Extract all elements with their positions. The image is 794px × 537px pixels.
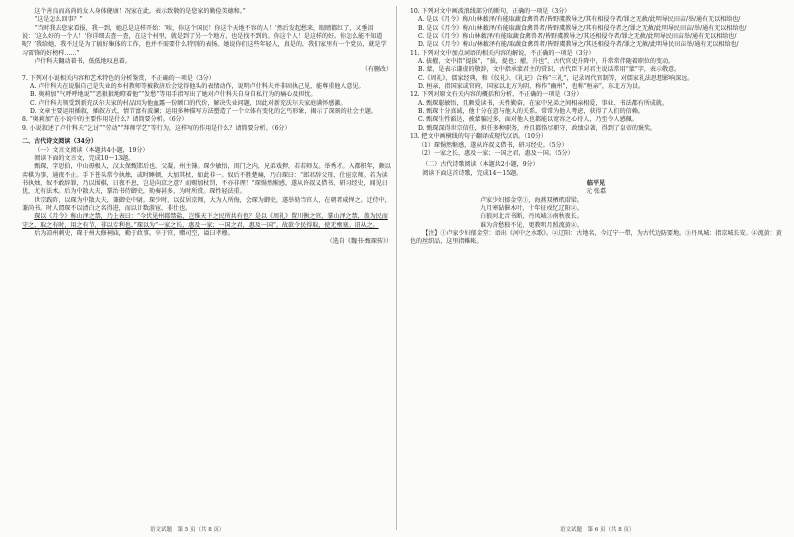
- poem-line: 谁为含愁独不见，更教明月照流黄④。: [480, 221, 583, 229]
- source-note: （有删改）: [361, 66, 392, 74]
- q13-item: （2）一家之长，惠及一家；一国之君，惠及一国。（5分）: [418, 149, 574, 157]
- q10-option-c: C. 是以《月令》称山林薮泽/有能取蔬食禽兽者/皆野虞教导之/其还相侵夺者/罪之无赦/此明导民田亩举/通有无以相给也/: [418, 33, 737, 41]
- q11-option-b: B. 蒙，是表示谦虚的敬辞，文中指承蒙君主的赏识，古代臣下对君主说话常用“蒙”字，表示敬意。: [418, 66, 681, 74]
- q10-option-d: D. 是以《月令》称山/林薮泽有能/取蔬食禽兽者/皆野虞教导之/其还相侵夺者/罪之无赦/此明导民田亩举/通有无以相给也/: [418, 41, 739, 49]
- question-10: 10. 下列对文中画波浪线部分的断句，正确的一项是（3分）: [410, 8, 571, 15]
- q12-option-b: B. 甄琛十分真诚，他十分在意与他人的关系，常常为他人考虑，获得了人们的信赖。: [418, 108, 644, 116]
- poem-notes: 【注】①卢家少妇郁金堂：语出《河中之水歌》。②辽阳：古地名，今辽宁一带，为古代边防要地。③丹凤城：指京城长安。④流黄：黄色的丝织品，这里指帷帐。: [410, 229, 782, 246]
- section-heading: 二、古代诗文阅读（34分）: [22, 138, 97, 146]
- page-footer: 语文试题 第 6 页（共 8 页）: [560, 527, 635, 533]
- poem-line: 白狼河北音书断，丹凤城③南秋夜长。: [480, 213, 583, 221]
- question-8: 8. “奥莉加”在小说中的主要作用是什么？请简要分析。（6分）: [22, 116, 188, 124]
- q13-item: （1）琛惕然惭感，遂从许叔义借书，研习经史。（5分）: [418, 141, 568, 149]
- reading-instruction: 阅读下面的文言文，完成10～13题。: [34, 154, 135, 162]
- q7-option-d: D. 文章主要运用插叙，插叙方式，情节富有波澜；运用多种描写方法塑造了一个立体有变化的乞丐形象，揭示了深刻的社会主题。: [30, 108, 377, 116]
- story-line: 这个善良而高尚的女人身体健康！况家在此，表示致敬的是您家的勤俭美德和。”: [34, 8, 246, 15]
- question-12: 12. 下列对原文有关内容的概括和分析，不正确的一项是（3分）: [410, 91, 583, 99]
- poem-title: 临平见: [586, 179, 606, 187]
- q12-option-c: C. 甄琛生性豁达，被蒙骗过多，面对他人也都能以宽容之心待人，乃至令人感佩。: [418, 116, 638, 124]
- poem-instruction: 阅读下面这首诗歌，完成14～15题。: [422, 169, 523, 177]
- subsection-heading: （一）文言文阅读（本题共4小题，19分）: [34, 146, 149, 154]
- page-footer: 语文试题 第 5 页（共 8 页）: [150, 527, 225, 533]
- q7-option-a: A. 卢什科夫在说服自己是失业的乡村教师等被救济后会觉得他头的表情动作，说明卢什科夫并非固执己见，能尊重他人意见。: [30, 83, 365, 91]
- q10-option-b: B. 是以《月令》称/山林薮泽/有能取蔬食禽兽者/皆野虞教导之/其有相侵夺者之/罪之无赦/此明导民田亩/举/通有无以相给也/: [418, 24, 747, 32]
- left-column: [22, 8, 392, 247]
- q11-option-d: D. 桓亲，指国家或官府，国家以北方为阴，称作“幽州”，也称“桓亲”，东北方为艮。: [418, 83, 645, 91]
- poem-block: [410, 180, 782, 230]
- q12-option-d: D. 甄琛深得世宗信任，担任多种职务，并且都恪尽职守，政绩卓著，得到了皇帝的褒奖。: [418, 124, 657, 132]
- story-line: 卢什科夫翻动着书，低低地叹息着。: [34, 58, 131, 66]
- question-13: 13. 把文中画横线的句子翻译成现代汉语。（10分）: [410, 133, 547, 141]
- q11-option-a: A. 拔擢，文中指“提拔”，“拔，提也；擢，升也”，古代官吏升降中，升常常伴随着职位的变动。: [418, 58, 675, 66]
- q7-option-b: B. 奥莉加“气呼呼地说”“恶狠狠地瞪着他”“发愁”等用手指写出了她对卢什科夫自身自私行为的痛心及担忧。: [30, 91, 317, 99]
- q10-option-a: A. 是以《月令》称/山林薮泽/有能取蔬食禽兽者/皆野虞教导之/其有相侵夺者/罪之无赦/此明导民田亩/举/通有无以相给也/: [418, 16, 741, 24]
- classical-paragraph: 琛以《月令》称山泽之禁，乃上表曰：“今伏见州郡禁盐，岂惟天下之民所共有也？是以《周礼》置川衡之官，掌山泽之禁，盖为民而守之，取之有时，用之有节，非以专利也。”琛以为“一家之长，惠及一家；一国之君，惠及一国”，故欲令民得取，使无壅塞。诏从之。: [22, 213, 388, 229]
- subsection-heading: （二）古代诗歌阅读（本题共2小题，9分）: [422, 161, 539, 169]
- question-9: 9. 小说叙述了卢什科夫“乞讨”“劳动”“拜师学艺”等行为，这样写的作用是什么？请简要分析。（6分）: [22, 124, 291, 132]
- q12-option-a: A. 甄琛聪敏悟，且颇爱读书，天性勤奋，在家中兄弟之间相亲相爱，事业、书法都有所成就。: [418, 99, 668, 107]
- q11-option-c: C.《周礼》，儒家经典，和《仪礼》、《礼记》合称“三礼”，记录周代官制等，对儒家礼法思想影响深远。: [418, 74, 694, 82]
- story-line: “这是怎么回事？”: [34, 16, 83, 24]
- right-column: [410, 8, 782, 247]
- source-note: （选自《魏书·甄琛传》）: [326, 238, 392, 246]
- poem-line: 卢家少妇郁金堂①，海燕双栖玳瑁梁。: [480, 196, 583, 204]
- classical-paragraph: 世宗践阼，以琛为中散大夫，兼御史中尉。琛少时，以贫居京师，大为人所侮，会琛为御史，遂举劾当官人，在朝者咸惮之。迁侍中，兼尚书。时人谓琛不以清白之名得进，而以计数游宦，非仕也。: [22, 196, 391, 212]
- q7-option-c: C. 卢什科夫领受到新充沃尔夫家的村品因为他血露一份额口的代价，解决失业问题，因此对新充沃尔夫家庭满怀感激。: [30, 99, 347, 107]
- question-7: 7. 下列对小说相关内容和艺术特色的分析鉴赏，不正确的一项是（3分）: [22, 74, 215, 82]
- column-divider: [396, 6, 397, 530]
- poem-author: 元 张翥: [585, 188, 607, 196]
- poem-line: 九月寒砧催木叶，十年征戍忆辽阳②。: [480, 204, 583, 212]
- story-line: “当时我去您家看报，我一到，她总是这样开始：‘唉，你这个国民！你这个天地不容的人！’然后发起愁来，眼睛都红了，又垂泪说：‘这么好的一个人！’你详细去查一查，在这个村里，就是到了另一个地方，也是找不到的。你这个人！是这样的好。你怎么能不知道呢？’我给她，我不过是为了搞好集体的工作，也并不需要什么特别的表扬。她说你们这些年轻人，真是的，我们家里有一个党员，就是学习雷锋的好榜样……”: [22, 24, 387, 57]
- question-11: 11. 下列对文中加点词语的相关内容的解说，不正确的一项是（3分）: [410, 49, 595, 57]
- classical-paragraph: 后为凉州刺史，琛于州大修祠庙，勤于政事。卒于官，赠司空，谥曰孝穆。: [34, 229, 234, 237]
- classical-paragraph: 甄琛，字思伯，中山毋极人，汉太保甄邯后也。父凝，州主簿。琛少敏悟，闺门之内，兄弟戏狎，若若师友。举秀才。入都积年，颇以弈棋为事，通夜不止。手下苍头常令执烛，或时睡顿，大加其杖，如此非一。奴后不胜楚痛，乃白琛曰：“郎君辞父母，仕宦京师。若为读书执烛，奴不敢辞罪，乃以围棋，日夜不息，岂是向京之意？而赐加杖罚，不亦非理！”琛惕然惭感，遂从许叔义借书，研习经史，闻见日优，尤有法术。后为中散大夫，掌治书侍御史，劾奏甚多，为时所赏。琛性轻法重。: [22, 163, 391, 196]
